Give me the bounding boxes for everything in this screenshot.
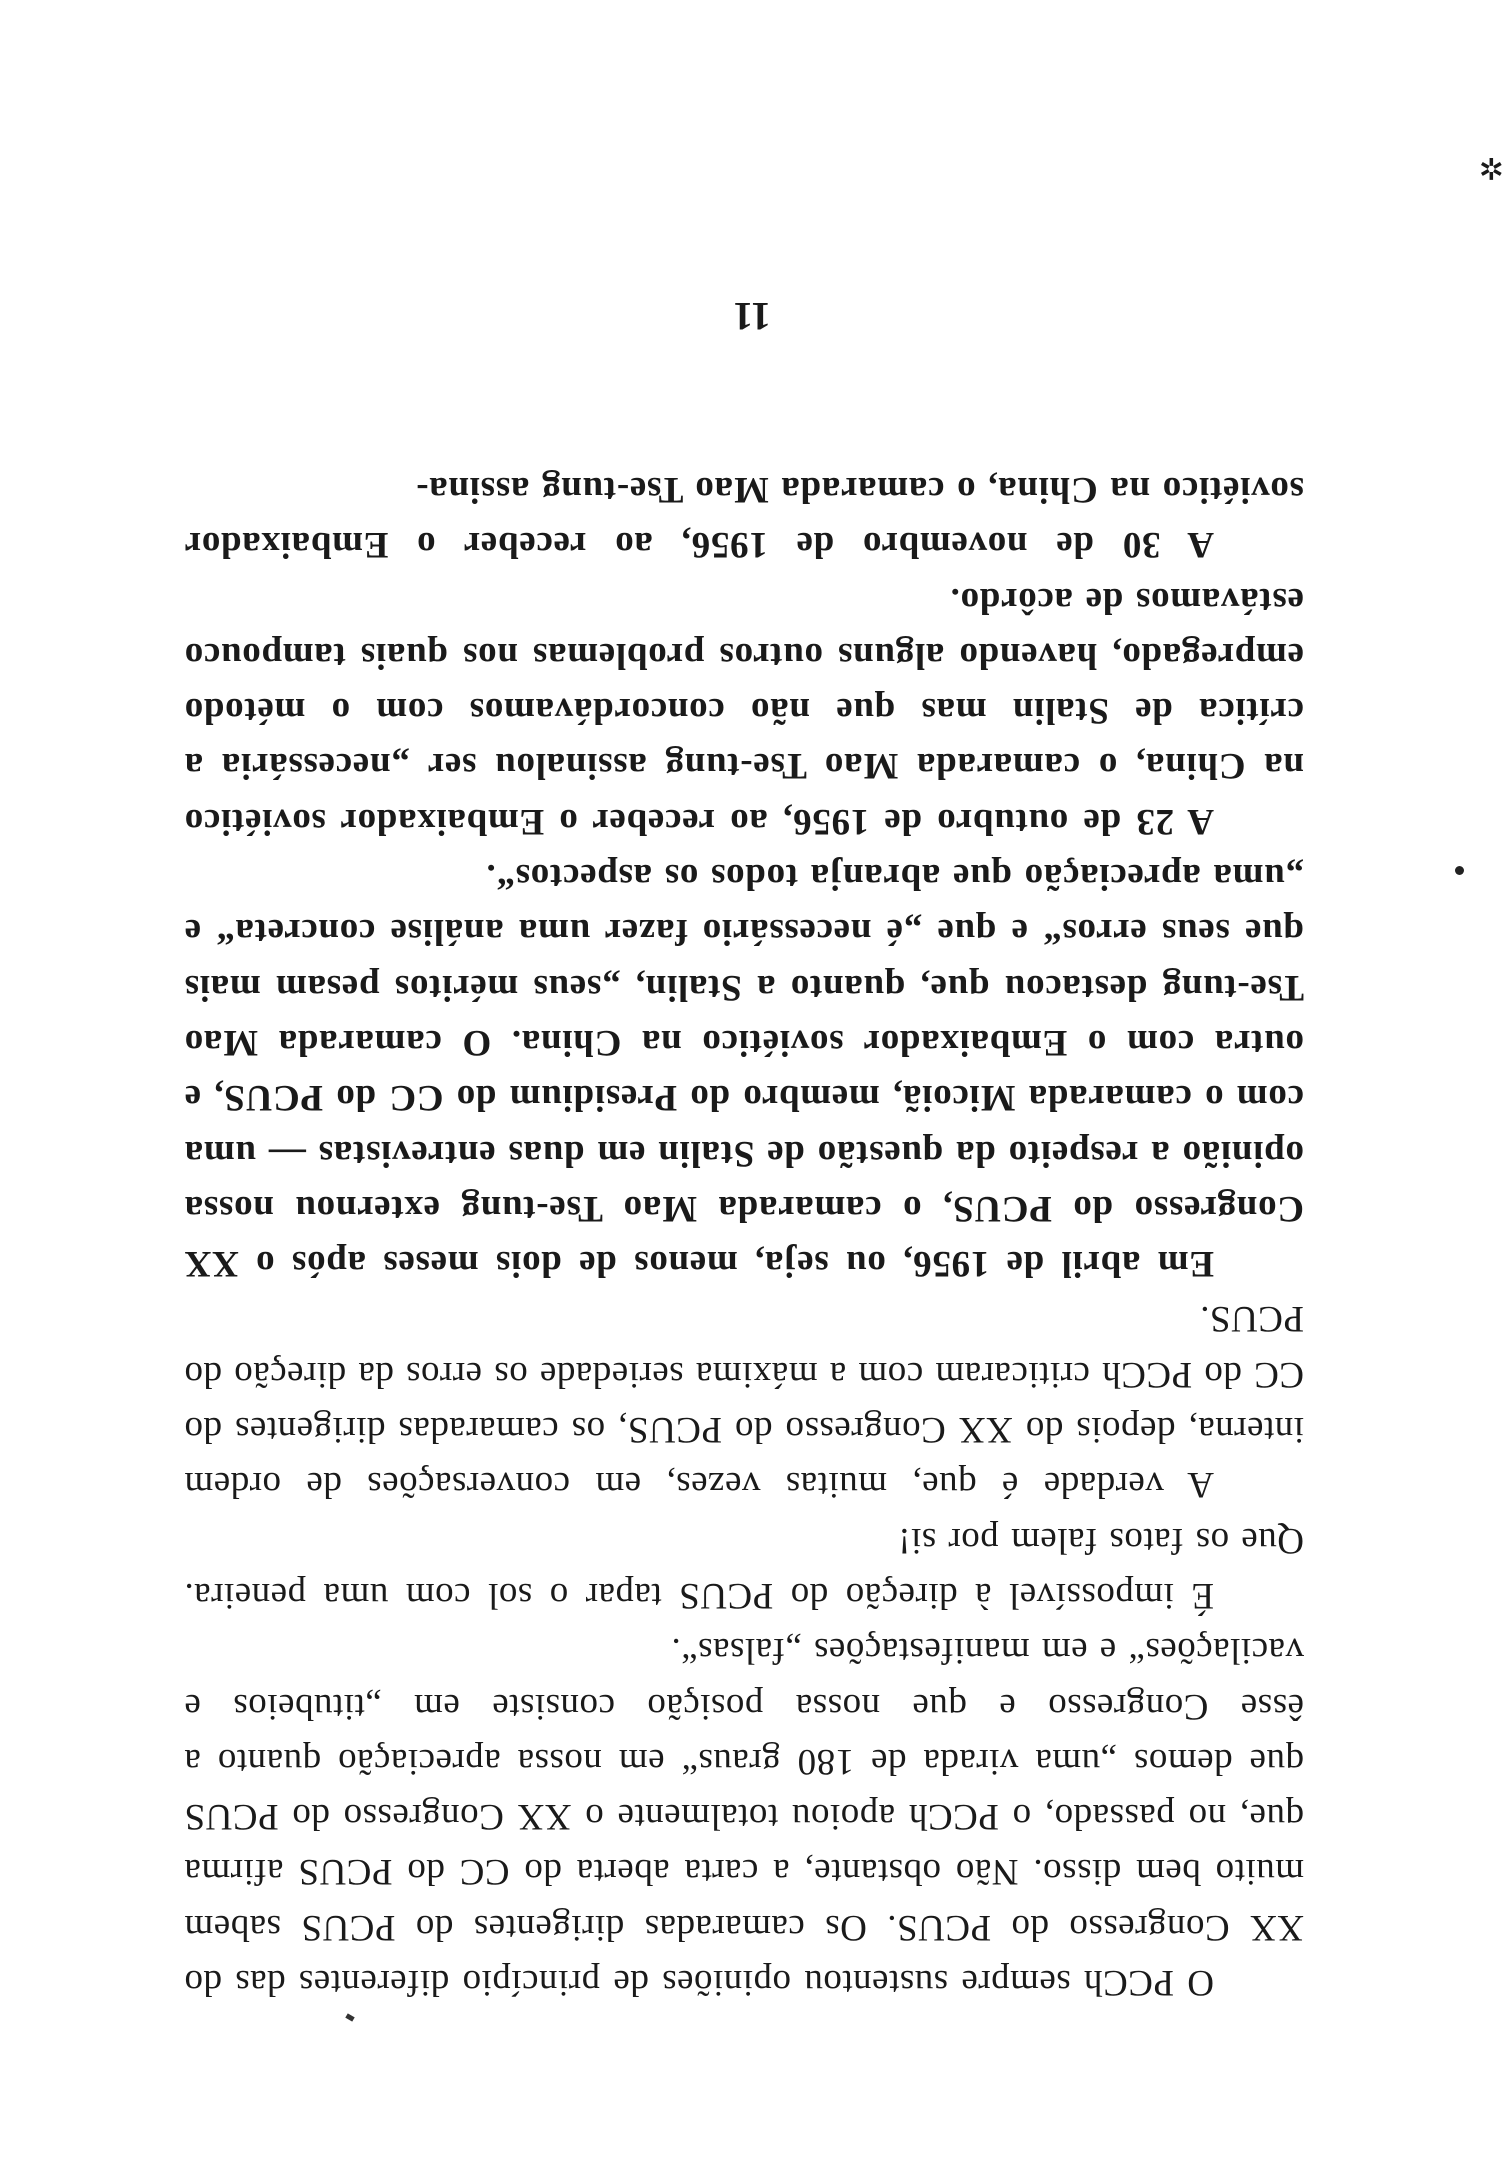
- page-body: [184, 462, 1304, 2010]
- paragraph-3: A verdade é que, muitas vezes, em conversações de ordem interna, depois do XX Congresso do PCUS, os camaradas dirigentes do CC do PCCh criticaram com a máxima seriedade os erros da direção do PCUS.: [184, 1298, 1304, 1506]
- paragraph-2: É impossível à direção do PCUS tapar o sol com uma peneira. Que os fatos falem por si!: [184, 1519, 1304, 1616]
- paragraph-1: O PCCh sempre sustentou opiniões de princípio diferentes das do XX Congresso do PCUS. Os camaradas dirigentes do PCUS sabem muito bem disso. Não obstante, a carta aberta do CC do PCUS afirma que, no passado, o PCCh apoiou totalmente o XX Congresso do PCUS que demos „uma virada de 180 graus“ em nossa apreciação quanto a êsse Congresso e que nossa posição consiste em „titubeios e vacilações“ e em manifestações „falsas“.: [184, 1630, 1304, 2003]
- margin-mark: ✲: [1478, 150, 1504, 185]
- paragraph-4: Em abril de 1956, ou seja, menos de dois meses após o XX Congresso do PCUS, o camarada Mao Tse-tung externou nossa opinião a respeito da questão de Stalin em duas entrevistas — uma com o camarada Micoiã, membro do Presidium do CC do PCUS, e outra com o Embaixador soviético na China. O camarada Mao Tse-tung destacou que, quanto a Stalin, „seus méritos pesam mais que seus erros“ e que „é necessário fazer uma análise concreta“ e „uma apreciação que abranja todos os aspectos“.: [184, 856, 1304, 1285]
- page-number: 11: [733, 294, 771, 339]
- paragraph-6: A 30 de novembro de 1956, ao receber o Embaixador soviético na China, o camarada Mao Tse-tung assina-: [184, 468, 1304, 566]
- paragraph-5: A 23 de outubro de 1956, ao receber o Embaixador soviético na China, o camarada Mao Tse-tung assinalou ser „necessária a crítica de Stalin mas que não concordávamos com o método empregado, havendo alguns outros problemas nos quais tampouco estávamos de acôrdo.: [184, 579, 1304, 842]
- ink-speck: [1455, 866, 1464, 875]
- ink-speck: [345, 2013, 354, 2021]
